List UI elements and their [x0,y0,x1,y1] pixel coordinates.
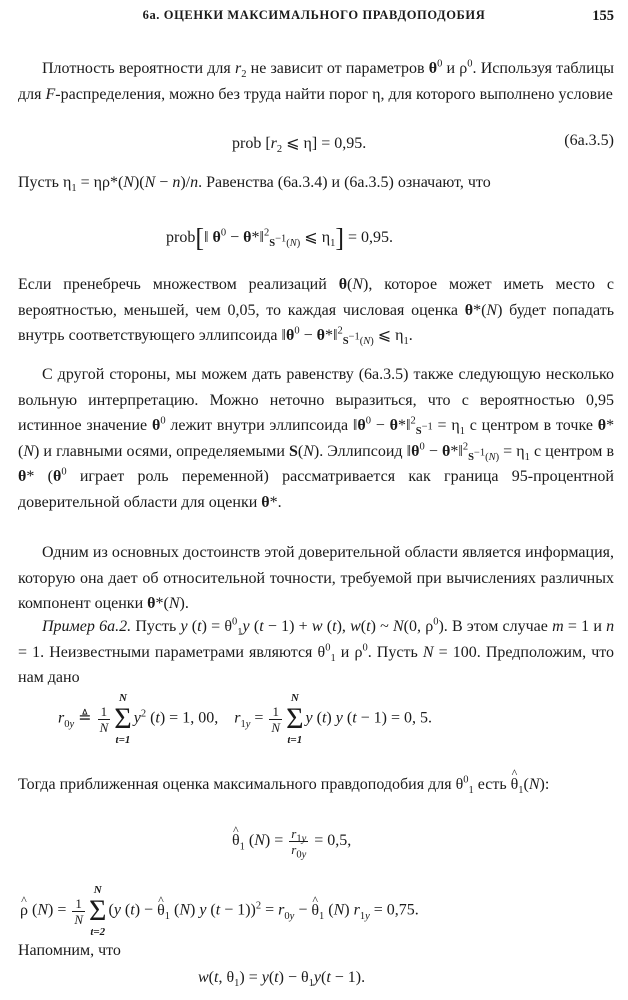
paragraph-4: С другой стороны, мы можем дать равенству (6а.3.5) также следующую несколько вольную интерпретацию. Можно неточно выразиться, что с вероятностью 0,95 истинное значение $\theta^0$ лежит внутри эллипсоида $‖\theta^0$ − θ*‖$^2_{S^{-1}}$ = $\eta_1$ с центром в точке θ*(N) и главными осями, определяемыми S(N). Эллипсоид $‖\theta^0$ − θ*‖$^2_{S^{-1}(N)}$ = $\eta_1$ с центром в θ* ($\theta^0$ играет роль переменной) рассматривается как граница 95-процентной доверительной области для оценки θ*. [18,366,615,511]
paragraph-2: Пусть $\eta_1 = \eta\rho*(N)(N - n)/n$. Равенства (6а.3.4) и (6а.3.5) означают, что [18,174,491,195]
paragraph-3: Если пренебречь множеством реализаций θ(N), которое может иметь место с вероятностью, меньшей, чем 0,05, то каждая числовая оценка θ*(N) будет попадать внутрь соответствующего эллипсоида $‖\theta^0$ − θ*‖$^2_{S^{-1}(N)}$ ⩽ $\eta_1$. [18,276,615,348]
page-number: 155 [592,8,614,24]
paragraph-8: Напомним, что [18,942,121,959]
equation-r0y-r1y: $r_{0y}$ ≜ $\frac{1}{N}$ N Σ t=1 $y^2$ (t) = 1, 00, $r_{1y}$ = $\frac{1}{N}$ N Σ t=1 y (t) y (t − 1) = 0, 5. [58,692,433,746]
equation-number: (6а.3.5) [564,132,614,149]
paragraph-7: Тогда приближенная оценка максимального правдоподобия для $\theta^0_1$ есть ^ $\theta_1(N)$: [18,772,614,798]
equation-w: w(t, $\theta_1) = y(t) - \theta_1y(t - 1)$. [198,969,366,990]
paragraph-6: Пример 6а.2. Пусть y $(t) = \theta^0_1y$ (t − 1) + w (t), w(t) ~ N(0, $\rho^0$). В этом случае m = 1 и n = 1. Неизвестными параметрами являются $\theta^0_1$ и $\rho^0$. Пусть N = 100. Предположим, что нам дано [18,616,615,687]
equation-theta-hat: ^ $\theta_1$ (N) = $\frac{r_{1y}}{r_{0y}}$ = 0,5, [232,826,351,857]
equation-6a-3-5: prob [$r_2$ ⩽ η] = 0,95. [232,135,367,156]
page-header [0,8,628,32]
equation-rho-hat: ^ ρ (N) = $\frac{1}{N}$ N Σ t=2 (y (t) − ^ $\theta_1$ (N) y $(t - 1))^2 = r_{0y}$ − ^ $\theta_1$ (N) $r_{1y} = 0,75$. [20,884,419,938]
example-label: Пример 6а.2. [42,618,132,635]
paragraph-5: Одним из основных достоинств этой доверительной области является информация, которую она дает об относительной точности, требуемой при вычислениях различных компонент оценки θ*(N). [18,544,614,613]
equation-prob-norm: prob[‖ $\theta^0$ − θ*‖$^2_{S^{-1}(N)}$ ⩽ $\eta_1] = 0,95$. [166,223,394,253]
running-title: 6а. ОЦЕНКИ МАКСИМАЛЬНОГО ПРАВДОПОДОБИЯ [142,8,486,22]
paragraph-1: Плотность вероятности для $r_2$ не зависит от параметров $\theta^0$ и $\rho^0$. Используя таблицы для F-распределения, можно без труда найти порог η, для которого выполнено условие [18,58,615,103]
